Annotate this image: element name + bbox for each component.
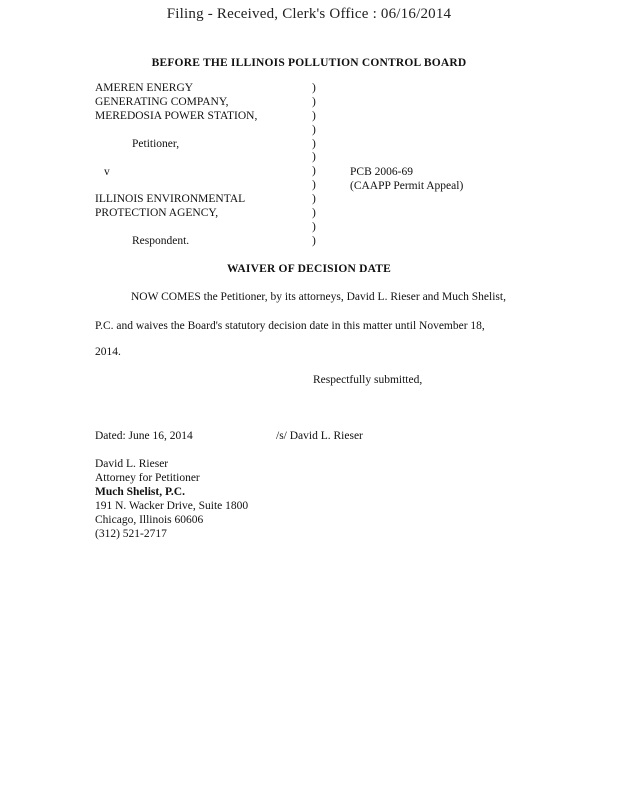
paren: ) [312, 82, 316, 94]
paren: ) [312, 207, 316, 220]
petitioner-role: Petitioner, [132, 138, 180, 150]
attorney-name: David L. Rieser [95, 458, 169, 470]
paren: ) [312, 165, 316, 178]
case-number: PCB 2006-69 [350, 166, 413, 178]
versus: v [104, 166, 110, 178]
body-line-2: P.C. and waives the Board's statutory decision date in this matter until November 18, [95, 320, 485, 332]
caption-parens [312, 82, 316, 249]
paren: ) [312, 151, 316, 164]
paren: ) [312, 123, 316, 136]
paren: ) [312, 220, 316, 233]
paren: ) [312, 137, 316, 150]
document-title: WAIVER OF DECISION DATE [226, 263, 392, 275]
respondent-role: Respondent. [132, 235, 190, 247]
attorney-role: Attorney for Petitioner [95, 472, 200, 484]
paren: ) [312, 234, 316, 247]
paren: ) [312, 179, 316, 192]
petitioner-line-1: AMEREN ENERGY [95, 82, 194, 94]
body-line-3: 2014. [95, 346, 121, 358]
filing-stamp: Filing - Received, Clerk's Office : 06/16/2014 [166, 6, 452, 22]
paren: ) [312, 95, 316, 108]
closing: Respectfully submitted, [313, 374, 423, 386]
petitioner-line-3: MEREDOSIA POWER STATION, [95, 110, 258, 122]
case-type: (CAAPP Permit Appeal) [350, 180, 464, 192]
firm-address-1: 191 N. Wacker Drive, Suite 1800 [95, 500, 249, 512]
firm-name: Much Shelist, P.C. [95, 486, 185, 498]
firm-phone: (312) 521-2717 [95, 528, 167, 540]
e-signature: /s/ David L. Rieser [276, 430, 363, 442]
body-line-1: NOW COMES the Petitioner, by its attorneys, David L. Rieser and Much Shelist, [131, 291, 506, 303]
respondent-line-1: ILLINOIS ENVIRONMENTAL [95, 193, 246, 205]
dated-line: Dated: June 16, 2014 [95, 430, 193, 442]
board-heading: BEFORE THE ILLINOIS POLLUTION CONTROL BOARD [151, 57, 467, 69]
paren: ) [312, 193, 316, 206]
paren: ) [312, 109, 316, 122]
respondent-line-2: PROTECTION AGENCY, [95, 207, 219, 219]
petitioner-line-2: GENERATING COMPANY, [95, 96, 229, 108]
firm-address-2: Chicago, Illinois 60606 [95, 514, 204, 526]
